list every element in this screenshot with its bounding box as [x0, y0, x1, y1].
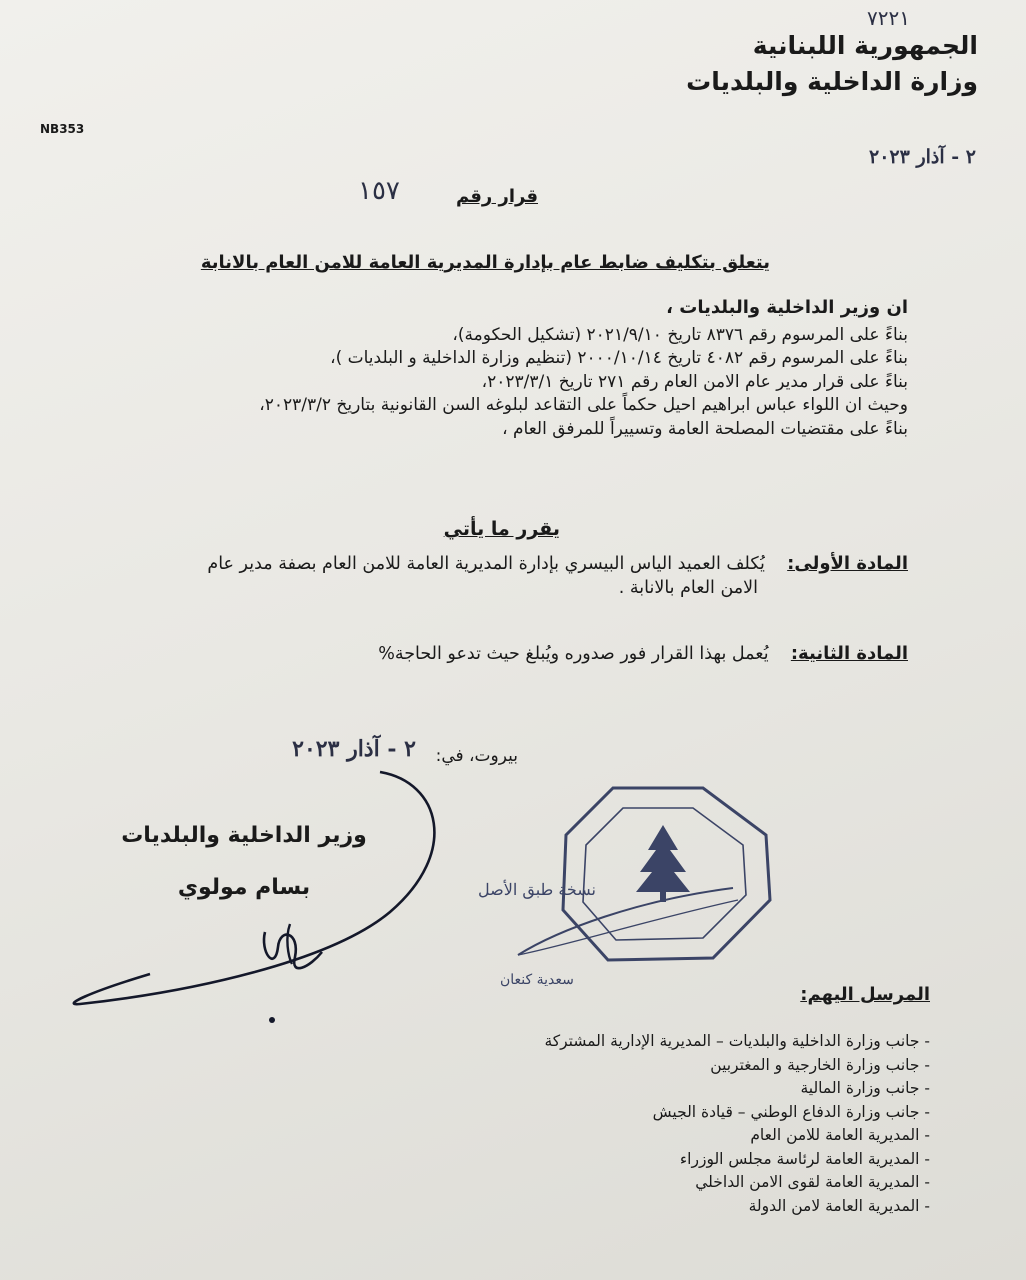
document-code: NB353: [40, 122, 85, 136]
issue-date: ٢ - آذار ٢٠٢٣: [869, 146, 976, 168]
list-item: - المديرية العامة للامن العام: [750, 1126, 930, 1144]
signature-stroke: [287, 924, 292, 964]
official-seal: [498, 780, 788, 970]
list-item: - جانب وزارة المالية: [800, 1079, 930, 1097]
decision-number: ١٥٧: [358, 176, 400, 206]
article-text: يُعمل بهذا القرار فور صدوره ويُبلغ حيث تدعو الحاجة%: [378, 644, 769, 664]
preamble-line: بناءً على المرسوم رقم ٨٣٧٦ تاريخ ٢٠٢١/٩/١٠ (تشكيل الحكومة)،: [452, 324, 908, 345]
preamble-line: بناءً على مقتضيات المصلحة العامة وتسييراً للمرفق العام ،: [502, 418, 908, 439]
list-item: - جانب وزارة الداخلية والبلديات – المديرية الإدارية المشتركة: [544, 1032, 930, 1050]
preamble-line: وحيث ان اللواء عباس ابراهيم احيل حكماً على التقاعد لبلوغه السن القانونية بتاريخ ٢٠٢٣/٣/٢،: [259, 395, 908, 415]
certified-copy-note: نسخة طبق الأصل: [478, 880, 596, 899]
seal-pen-stroke: [518, 900, 738, 955]
signatory-title: وزير الداخلية والبلديات: [121, 823, 367, 848]
article-one: [108, 552, 908, 600]
cedar-icon: [636, 825, 690, 902]
ministry-header: [618, 28, 978, 100]
article-label: المادة الثانية:: [790, 643, 908, 664]
ministry-name: وزارة الداخلية والبلديات: [686, 67, 978, 96]
signatory-name: بسام مولوي: [177, 875, 311, 900]
handwritten-signature: [60, 742, 460, 1032]
preamble: [88, 296, 908, 441]
signature-dot: [269, 1017, 275, 1023]
signature-loop: [74, 772, 435, 1004]
list-item: - المديرية العامة لقوى الامن الداخلي: [695, 1173, 930, 1191]
recipients-title: المرسل اليهم:: [800, 984, 930, 1005]
clerk-name: سعدية كنعان: [500, 972, 574, 988]
article-two: [108, 642, 908, 666]
preamble-line: ان وزير الداخلية والبلديات ،: [666, 297, 908, 318]
decision-label: قرار رقم: [455, 186, 538, 207]
preamble-line: بناءً على المرسوم رقم ٤٠٨٢ تاريخ ٢٠٠٠/١٠/١٤ (تنظيم وزارة الداخلية و البلديات )،: [330, 348, 908, 368]
list-item: - جانب وزارة الخارجية و المغتربين: [710, 1055, 930, 1074]
republic-name: الجمهورية اللبنانية: [752, 31, 978, 60]
list-item: - جانب وزارة الدفاع الوطني – قيادة الجيش: [652, 1102, 930, 1121]
handwritten-reference-number: ٧٢٢١: [867, 6, 910, 30]
decision-subject: يتعلق بتكليف ضابط عام بإدارة المديرية العامة للامن العام بالانابة: [200, 252, 770, 273]
article-label: المادة الأولى:: [787, 553, 908, 574]
signature-initials: [264, 932, 322, 968]
preamble-line: بناءً على قرار مدير عام الامن العام رقم ٢٧١ تاريخ ٢٠٢٣/٣/١،: [481, 371, 908, 392]
article-text: يُكلف العميد الياس البيسري بإدارة المديرية العامة للامن العام بصفة مدير عام: [207, 554, 765, 574]
decides-heading: يقرر ما يأتي: [443, 518, 560, 540]
signature-date: ٢ - آذار ٢٠٢٣: [292, 736, 416, 762]
place-date-label: بيروت، في:: [435, 746, 518, 766]
list-item: - المديرية العامة لامن الدولة: [748, 1196, 930, 1215]
article-text-continued: الامن العام بالانابة .: [618, 578, 758, 598]
list-item: - المديرية العامة لرئاسة مجلس الوزراء: [679, 1149, 930, 1168]
recipients-list: [544, 1030, 930, 1218]
